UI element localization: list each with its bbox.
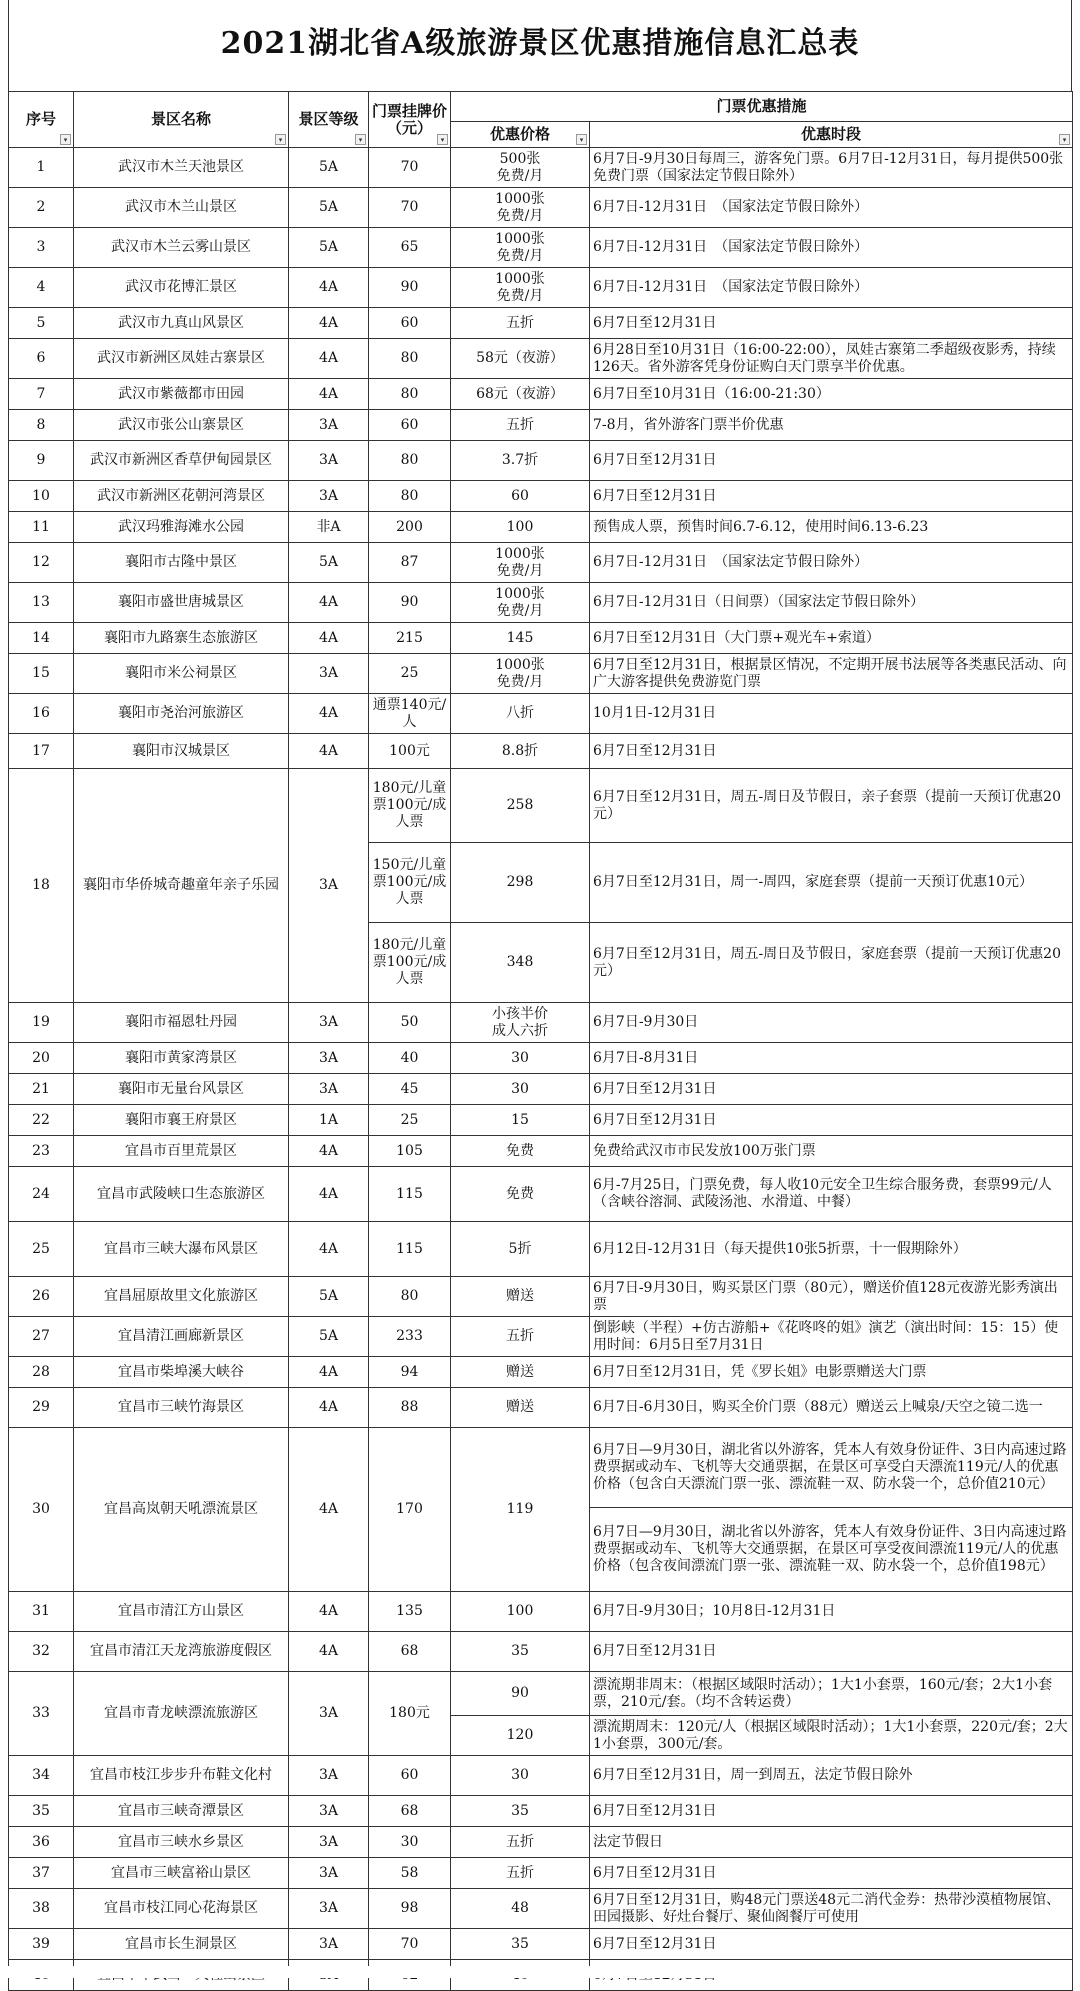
cell-discount: 15 <box>451 1105 590 1136</box>
cell-level: 4A <box>289 734 369 769</box>
cell-level: 4A <box>289 268 369 308</box>
cell-level: 3A <box>289 1858 369 1889</box>
cell-period: 法定节假日 <box>590 1827 1073 1858</box>
cell-level: 3A <box>289 481 369 512</box>
cell-name: 襄阳市黄家湾景区 <box>74 1043 289 1074</box>
cell-period: 6月28日至10月31日（16:00-22:00），凤娃古寨第二季超级夜影秀，持续126天。省外游客凭身份证购白天门票享半价优惠。 <box>590 339 1073 379</box>
cell-price: 90 <box>369 268 451 308</box>
cell-level: 5A <box>289 148 369 188</box>
cell-discount: 免费 <box>451 1136 590 1167</box>
cell-discount: 五折 <box>451 1317 590 1357</box>
cell-name: 武汉市新洲区香草伊甸园景区 <box>74 441 289 481</box>
cell-seq: 15 <box>9 654 74 694</box>
cell-name: 武汉玛雅海滩水公园 <box>74 512 289 543</box>
cell-discount: 35 <box>451 1796 590 1827</box>
table-row <box>9 1074 1073 1105</box>
cell-seq: 35 <box>9 1796 74 1827</box>
cell-price: 94 <box>369 1357 451 1388</box>
cell-name: 襄阳市无量台风景区 <box>74 1074 289 1105</box>
cell-discount: 145 <box>451 623 590 654</box>
table-row <box>9 339 1073 379</box>
cell-discount: 五折 <box>451 308 590 339</box>
cell-name: 襄阳市盛世唐城景区 <box>74 583 289 623</box>
cell-name: 武汉市木兰山景区 <box>74 188 289 228</box>
cell-discount: 赠送 <box>451 1277 590 1317</box>
cell-level: 3A <box>289 1074 369 1105</box>
cell-price: 180元/儿童票100元/成人票 <box>369 769 451 843</box>
cell-discount: 1000张 免费/月 <box>451 543 590 583</box>
cell-discount: 五折 <box>451 410 590 441</box>
cell-discount: 68元（夜游） <box>451 379 590 410</box>
cell-level: 4A <box>289 694 369 734</box>
cell-level: 3A <box>289 1827 369 1858</box>
cell-name: 宜昌屈原故里文化旅游区 <box>74 1277 289 1317</box>
cell-period: 6月7日至10月31日（16:00-21:30） <box>590 379 1073 410</box>
cell-name: 宜昌清江画廊新景区 <box>74 1317 289 1357</box>
cell-seq: 5 <box>9 308 74 339</box>
cell-name: 宜昌市枝江同心花海景区 <box>74 1889 289 1929</box>
cell-level: 4A <box>289 1222 369 1277</box>
cell-seq: 25 <box>9 1222 74 1277</box>
cell-period: 6月7日至12月31日 <box>590 1632 1073 1672</box>
table-row <box>9 441 1073 481</box>
cell-level: 4A <box>289 339 369 379</box>
cell-level: 3A <box>289 1796 369 1827</box>
cell-discount: 赠送 <box>451 1388 590 1428</box>
cell-period: 7-8月，省外游客门票半价优惠 <box>590 410 1073 441</box>
cell-seq: 9 <box>9 441 74 481</box>
cell-name: 宜昌市百里荒景区 <box>74 1136 289 1167</box>
cell-seq: 23 <box>9 1136 74 1167</box>
cell-price: 80 <box>369 379 451 410</box>
cell-period: 6月7日-9月30日每周三，游客免门票。6月7日-12月31日，每月提供500张免费门票（国家法定节假日除外） <box>590 148 1073 188</box>
cell-period: 6月7日至12月31日 <box>590 441 1073 481</box>
table-row <box>9 1357 1073 1388</box>
cell-period: 6月7日至12月31日 <box>590 308 1073 339</box>
cell-seq: 26 <box>9 1277 74 1317</box>
cell-price: 50 <box>369 1003 451 1043</box>
cell-price: 40 <box>369 1043 451 1074</box>
table-row <box>9 1277 1073 1317</box>
cell-seq: 10 <box>9 481 74 512</box>
cell-price: 200 <box>369 512 451 543</box>
table-row <box>9 1043 1073 1074</box>
cell-level: 4A <box>289 1428 369 1592</box>
cell-name: 襄阳市汉城景区 <box>74 734 289 769</box>
cell-period: 6月7日-9月30日，购买景区门票（80元），赠送价值128元夜游光影秀演出票 <box>590 1277 1073 1317</box>
cell-name: 宜昌市长生洞景区 <box>74 1929 289 1960</box>
cell-period: 6月7日至12月31日 <box>590 734 1073 769</box>
table-row <box>9 734 1073 769</box>
table-row <box>9 694 1073 734</box>
cell-name: 武汉市木兰云雾山景区 <box>74 228 289 268</box>
cell-seq: 13 <box>9 583 74 623</box>
cell-price: 45 <box>369 1074 451 1105</box>
header-price[interactable]: 门票挂牌价（元） ▾ <box>369 92 451 148</box>
cell-period: 6月7日-12月31日（日间票）（国家法定节假日除外） <box>590 583 1073 623</box>
cell-price: 150元/儿童票100元/成人票 <box>369 843 451 923</box>
cell-name: 武汉市九真山风景区 <box>74 308 289 339</box>
table-row <box>9 1222 1073 1277</box>
cell-level: 3A <box>289 1889 369 1929</box>
cell-price: 170 <box>369 1428 451 1592</box>
cell-price: 68 <box>369 1632 451 1672</box>
cell-price: 60 <box>369 410 451 441</box>
cell-price: 90 <box>369 583 451 623</box>
cell-level: 5A <box>289 543 369 583</box>
cell-price: 105 <box>369 1136 451 1167</box>
cell-price: 25 <box>369 654 451 694</box>
cell-discount: 90 <box>451 1672 590 1716</box>
cell-seq: 37 <box>9 1858 74 1889</box>
cell-price: 70 <box>369 148 451 188</box>
filter-dropdown-icon[interactable]: ▾ <box>355 134 366 145</box>
filter-dropdown-icon[interactable]: ▾ <box>1059 134 1070 145</box>
cell-level: 1A <box>289 1105 369 1136</box>
cell-discount: 1000张 免费/月 <box>451 268 590 308</box>
cell-seq: 24 <box>9 1167 74 1222</box>
cell-seq: 21 <box>9 1074 74 1105</box>
cell-period: 6月7日-9月30日 <box>590 1003 1073 1043</box>
cell-discount: 500张 免费/月 <box>451 148 590 188</box>
cell-price: 215 <box>369 623 451 654</box>
page-title: 2021湖北省A级旅游景区优惠措施信息汇总表 <box>220 26 860 61</box>
cell-period: 预售成人票，预售时间6.7-6.12，使用时间6.13-6.23 <box>590 512 1073 543</box>
cell-name: 武汉市木兰天池景区 <box>74 148 289 188</box>
cell-name: 襄阳市华侨城奇趣童年亲子乐园 <box>74 769 289 1003</box>
cell-period: 漂流期周末：120元/人（根据区域限时活动）；1大1小套票，220元/套；2大1小套票，300元/套。 <box>590 1716 1073 1756</box>
cell-level: 3A <box>289 1929 369 1960</box>
cell-discount: 1000张 免费/月 <box>451 188 590 228</box>
cell-name: 宜昌市武陵峡口生态旅游区 <box>74 1167 289 1222</box>
cell-period: 6月7日-6月30日，购买全价门票（88元）赠送云上喊泉/天空之镜二选一 <box>590 1388 1073 1428</box>
header-discount-price[interactable]: 优惠价格 ▾ <box>451 122 590 148</box>
table-row <box>9 1105 1073 1136</box>
cell-period: 6月7日至12月31日，根据景区情况，不定期开展书法展等各类惠民活动、向广大游客提供免费游览门票 <box>590 654 1073 694</box>
table-row <box>9 1136 1073 1167</box>
cell-period: 6月7日至12月31日 <box>590 1105 1073 1136</box>
table-row <box>9 583 1073 623</box>
table-row <box>9 188 1073 228</box>
filter-dropdown-icon[interactable]: ▾ <box>437 134 448 145</box>
cell-period: 6月7日—9月30日，湖北省以外游客，凭本人有效身份证件、3日内高速过路费票据或动车、飞机等大交通票据，在景区可享受夜间漂流119元/人的优惠价格（包含夜间漂流门票一张、漂流鞋一双、防水袋一个，总价值198元） <box>590 1508 1073 1592</box>
cell-name: 宜昌市清江天龙湾旅游度假区 <box>74 1632 289 1672</box>
cell-level: 4A <box>289 1357 369 1388</box>
cell-price: 100元 <box>369 734 451 769</box>
filter-dropdown-icon[interactable]: ▾ <box>275 134 286 145</box>
cell-name: 宜昌市青龙峡漂流旅游区 <box>74 1672 289 1756</box>
table-row <box>9 1796 1073 1827</box>
cell-period: 6月7日-12月31日 （国家法定节假日除外） <box>590 268 1073 308</box>
cell-discount: 5折 <box>451 1222 590 1277</box>
cell-price: 80 <box>369 1277 451 1317</box>
cell-period: 6月7日至12月31日 <box>590 1858 1073 1889</box>
cell-discount: 小孩半价 成人六折 <box>451 1003 590 1043</box>
cell-seq: 11 <box>9 512 74 543</box>
cell-name: 宜昌市清江方山景区 <box>74 1592 289 1632</box>
cell-discount: 五折 <box>451 1858 590 1889</box>
cell-price: 115 <box>369 1222 451 1277</box>
table-row <box>9 379 1073 410</box>
cell-period: 6月7日-12月31日 （国家法定节假日除外） <box>590 188 1073 228</box>
cell-seq: 17 <box>9 734 74 769</box>
cell-seq: 27 <box>9 1317 74 1357</box>
cell-price: 98 <box>369 1889 451 1929</box>
cell-discount: 58元（夜游） <box>451 339 590 379</box>
cell-discount: 8.8折 <box>451 734 590 769</box>
cell-period: 6月7日-12月31日 （国家法定节假日除外） <box>590 228 1073 268</box>
cell-name: 襄阳市福恩牡丹园 <box>74 1003 289 1043</box>
cell-level: 4A <box>289 1167 369 1222</box>
cell-price: 60 <box>369 308 451 339</box>
cell-discount: 30 <box>451 1043 590 1074</box>
cell-price: 80 <box>369 339 451 379</box>
cell-price: 88 <box>369 1388 451 1428</box>
cell-level: 4A <box>289 583 369 623</box>
cell-name: 武汉市新洲区凤娃古寨景区 <box>74 339 289 379</box>
table-row <box>9 1317 1073 1357</box>
cell-name: 武汉市张公山寨景区 <box>74 410 289 441</box>
cell-seq: 30 <box>9 1428 74 1592</box>
table-row <box>9 1889 1073 1929</box>
cell-period: 6月7日至12月31日 <box>590 1929 1073 1960</box>
cell-discount: 免费 <box>451 1167 590 1222</box>
cell-name: 宜昌市三峡富裕山景区 <box>74 1858 289 1889</box>
cell-price: 70 <box>369 1929 451 1960</box>
cell-discount: 3.7折 <box>451 441 590 481</box>
header-level[interactable]: 景区等级 ▾ <box>289 92 369 148</box>
cell-name: 宜昌市三峡大瀑布风景区 <box>74 1222 289 1277</box>
table-row <box>9 410 1073 441</box>
cell-discount: 八折 <box>451 694 590 734</box>
cell-level: 3A <box>289 1043 369 1074</box>
table-row <box>9 228 1073 268</box>
cell-level: 3A <box>289 441 369 481</box>
cell-price: 60 <box>369 1756 451 1796</box>
cell-name: 宜昌市三峡水乡景区 <box>74 1827 289 1858</box>
cell-discount: 赠送 <box>451 1357 590 1388</box>
cell-period: 6月7日-9月30日；10月8日-12月31日 <box>590 1592 1073 1632</box>
cell-period: 倒影峡（半程）+仿古游船+《花咚咚的姐》演艺（演出时间：15：15）使用时间：6月5日至7月31日 <box>590 1317 1073 1357</box>
cell-period: 6月7日至12月31日，周五-周日及节假日，家庭套票（提前一天预订优惠20元） <box>590 923 1073 1003</box>
cell-seq: 19 <box>9 1003 74 1043</box>
cell-level: 5A <box>289 1317 369 1357</box>
cell-name: 襄阳市襄王府景区 <box>74 1105 289 1136</box>
table-row <box>9 1827 1073 1858</box>
cell-seq: 20 <box>9 1043 74 1074</box>
cell-name: 襄阳市古隆中景区 <box>74 543 289 583</box>
table-row <box>9 1756 1073 1796</box>
cell-level: 3A <box>289 1672 369 1756</box>
cell-period: 6月12日-12月31日（每天提供10张5折票，十一假期除外） <box>590 1222 1073 1277</box>
cell-discount: 258 <box>451 769 590 843</box>
table-row <box>9 1428 1073 1508</box>
cell-level: 4A <box>289 1136 369 1167</box>
cell-discount: 119 <box>451 1428 590 1592</box>
cell-price: 135 <box>369 1592 451 1632</box>
cell-level: 5A <box>289 188 369 228</box>
table-row <box>9 268 1073 308</box>
cell-period: 6月7日至12月31日，周一-周四，家庭套票（提前一天预订优惠10元） <box>590 843 1073 923</box>
cell-seq: 36 <box>9 1827 74 1858</box>
cell-level: 3A <box>289 410 369 441</box>
table-row <box>9 481 1073 512</box>
cell-level: 3A <box>289 1756 369 1796</box>
cell-level: 4A <box>289 1632 369 1672</box>
cell-seq: 39 <box>9 1929 74 1960</box>
cell-period: 6月7日至12月31日 <box>590 481 1073 512</box>
cell-level: 4A <box>289 379 369 410</box>
cell-period: 6月7日至12月31日（大门票+观光车+索道） <box>590 623 1073 654</box>
table-row <box>9 623 1073 654</box>
cell-discount: 298 <box>451 843 590 923</box>
cell-price: 68 <box>369 1796 451 1827</box>
cell-period: 免费给武汉市市民发放100万张门票 <box>590 1136 1073 1167</box>
cell-seq: 3 <box>9 228 74 268</box>
cell-discount: 1000张 免费/月 <box>451 228 590 268</box>
table-row <box>9 308 1073 339</box>
cell-price: 180元/儿童票100元/成人票 <box>369 923 451 1003</box>
cell-level: 非A <box>289 512 369 543</box>
cell-discount: 100 <box>451 1592 590 1632</box>
cell-discount: 120 <box>451 1716 590 1756</box>
cell-seq: 8 <box>9 410 74 441</box>
cell-seq: 32 <box>9 1632 74 1672</box>
table-row <box>9 543 1073 583</box>
cell-price: 58 <box>369 1858 451 1889</box>
cell-discount: 348 <box>451 923 590 1003</box>
cell-period: 6月7日至12月31日 <box>590 1796 1073 1827</box>
cell-seq: 1 <box>9 148 74 188</box>
cell-price: 115 <box>369 1167 451 1222</box>
cell-seq: 31 <box>9 1592 74 1632</box>
cell-name: 宜昌市枝江步步升布鞋文化村 <box>74 1756 289 1796</box>
cell-seq: 28 <box>9 1357 74 1388</box>
cell-level: 4A <box>289 623 369 654</box>
cell-price: 87 <box>369 543 451 583</box>
cell-name: 宜昌高岚朝天吼漂流景区 <box>74 1428 289 1592</box>
filter-dropdown-icon[interactable]: ▾ <box>60 134 71 145</box>
discount-table <box>8 91 1073 1991</box>
cell-period: 6月7日至12月31日，购48元门票送48元二消代金券：热带沙漠植物展馆、田园摄影、好灶台餐厅、聚仙阁餐厅可使用 <box>590 1889 1073 1929</box>
cell-discount: 100 <box>451 512 590 543</box>
cell-name: 宜昌市柴埠溪大峡谷 <box>74 1357 289 1388</box>
header-seq[interactable]: 序号 ▾ <box>9 92 74 148</box>
cell-period: 10月1日-12月31日 <box>590 694 1073 734</box>
cell-seq: 38 <box>9 1889 74 1929</box>
table-body <box>9 148 1073 1991</box>
cell-seq: 33 <box>9 1672 74 1756</box>
cell-price: 30 <box>369 1827 451 1858</box>
cell-seq: 18 <box>9 769 74 1003</box>
cell-level: 4A <box>289 308 369 339</box>
table-row <box>9 1388 1073 1428</box>
header-name[interactable]: 景区名称 ▾ <box>74 92 289 148</box>
cell-discount: 35 <box>451 1929 590 1960</box>
cell-level: 3A <box>289 654 369 694</box>
cell-name: 宜昌市三峡竹海景区 <box>74 1388 289 1428</box>
cell-price: 25 <box>369 1105 451 1136</box>
cell-level: 4A <box>289 1388 369 1428</box>
cell-discount: 30 <box>451 1756 590 1796</box>
cell-level: 5A <box>289 228 369 268</box>
cell-price: 65 <box>369 228 451 268</box>
cell-discount: 1000张 免费/月 <box>451 583 590 623</box>
cell-period: 6月7日至12月31日，周一到周五，法定节假日除外 <box>590 1756 1073 1796</box>
cell-name: 襄阳市尧治河旅游区 <box>74 694 289 734</box>
table-row <box>9 1167 1073 1222</box>
cell-period: 6月7日-12月31日 （国家法定节假日除外） <box>590 543 1073 583</box>
cell-period: 6月-7月25日，门票免费，每人收10元安全卫生综合服务费，套票99元/人（含峡谷溶洞、武陵汤池、水滑道、中餐） <box>590 1167 1073 1222</box>
table-row <box>9 1632 1073 1672</box>
cell-level: 4A <box>289 1592 369 1632</box>
cell-price: 233 <box>369 1317 451 1357</box>
cell-price: 通票140元/人 <box>369 694 451 734</box>
cell-period: 6月7日至12月31日 <box>590 1074 1073 1105</box>
cell-seq: 29 <box>9 1388 74 1428</box>
cell-price: 180元 <box>369 1672 451 1756</box>
cell-period: 漂流期非周末：（根据区域限时活动）；1大1小套票，160元/套；2大1小套票，210元/套。（均不含转运费） <box>590 1672 1073 1716</box>
table-row <box>9 654 1073 694</box>
cell-discount: 60 <box>451 481 590 512</box>
header-measures: 门票优惠措施 <box>451 92 1073 122</box>
cell-price: 80 <box>369 441 451 481</box>
cell-discount: 35 <box>451 1632 590 1672</box>
table-row <box>9 1672 1073 1716</box>
table-row <box>9 1592 1073 1632</box>
cell-name: 宜昌市三峡奇潭景区 <box>74 1796 289 1827</box>
table-row <box>9 1003 1073 1043</box>
cell-discount: 五折 <box>451 1827 590 1858</box>
cell-period: 6月7日至12月31日，周五-周日及节假日，亲子套票（提前一天预订优惠20元） <box>590 769 1073 843</box>
cell-seq: 14 <box>9 623 74 654</box>
cell-price: 70 <box>369 188 451 228</box>
cell-seq: 34 <box>9 1756 74 1796</box>
cell-seq: 2 <box>9 188 74 228</box>
cell-level: 5A <box>289 1277 369 1317</box>
bottom-edge <box>8 1966 1072 1978</box>
table-row <box>9 148 1073 188</box>
cell-discount: 48 <box>451 1889 590 1929</box>
cell-seq: 6 <box>9 339 74 379</box>
cell-level: 3A <box>289 1003 369 1043</box>
cell-seq: 7 <box>9 379 74 410</box>
cell-discount: 30 <box>451 1074 590 1105</box>
cell-seq: 4 <box>9 268 74 308</box>
cell-period: 6月7日-8月31日 <box>590 1043 1073 1074</box>
cell-name: 武汉市花博汇景区 <box>74 268 289 308</box>
cell-name: 襄阳市米公祠景区 <box>74 654 289 694</box>
cell-seq: 16 <box>9 694 74 734</box>
cell-seq: 22 <box>9 1105 74 1136</box>
cell-period: 6月7日—9月30日，湖北省以外游客，凭本人有效身份证件、3日内高速过路费票据或动车、飞机等大交通票据，在景区可享受白天漂流119元/人的优惠价格（包含白天漂流门票一张、漂流鞋一双、防水袋一个，总价值210元） <box>590 1428 1073 1508</box>
filter-dropdown-icon[interactable]: ▾ <box>576 134 587 145</box>
table-row <box>9 1858 1073 1889</box>
cell-level: 3A <box>289 769 369 1003</box>
cell-name: 武汉市新洲区花朝河湾景区 <box>74 481 289 512</box>
cell-discount: 1000张 免费/月 <box>451 654 590 694</box>
table-row <box>9 769 1073 843</box>
cell-seq: 12 <box>9 543 74 583</box>
cell-period: 6月7日至12月31日，凭《罗长姐》电影票赠送大门票 <box>590 1357 1073 1388</box>
table-row <box>9 1929 1073 1960</box>
cell-name: 武汉市紫薇都市田园 <box>74 379 289 410</box>
header-period[interactable]: 优惠时段 ▾ <box>590 122 1073 148</box>
cell-name: 襄阳市九路寨生态旅游区 <box>74 623 289 654</box>
table-row <box>9 512 1073 543</box>
cell-price: 80 <box>369 481 451 512</box>
